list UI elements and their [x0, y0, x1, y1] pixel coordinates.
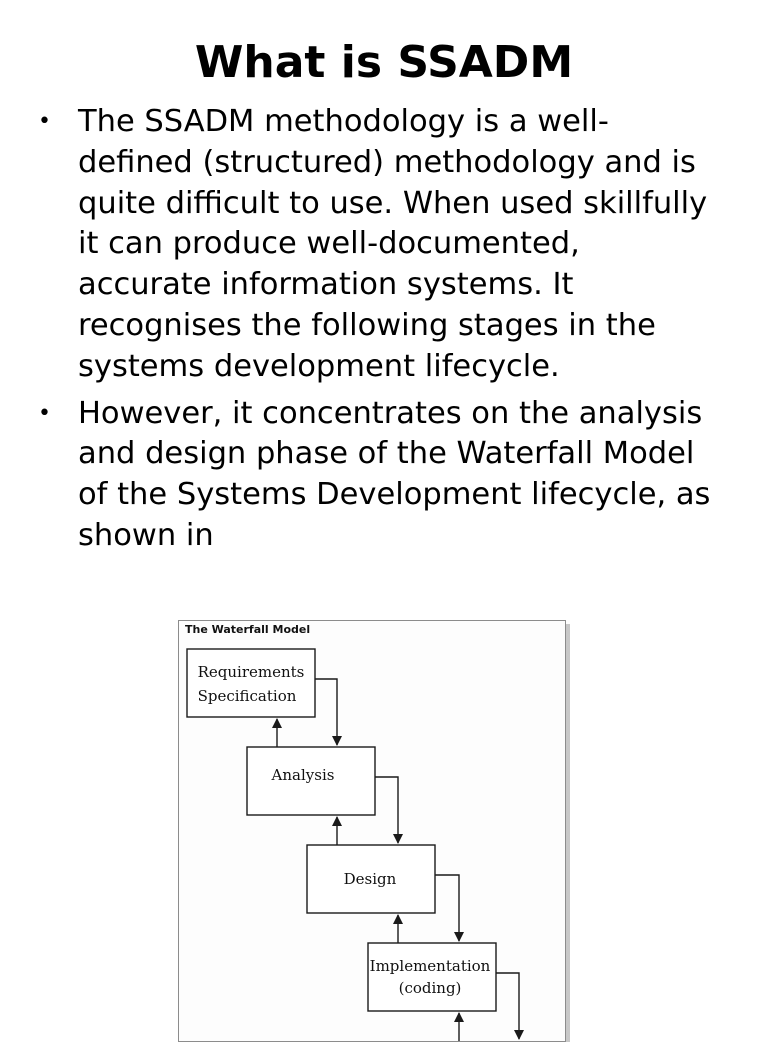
- flow-arrow-requirements-to-analysis: [315, 679, 337, 745]
- bullet-dot-icon: •: [38, 400, 51, 426]
- stage-label-requirements: Requirements: [197, 663, 305, 681]
- waterfall-diagram: [179, 621, 565, 1041]
- stage-label-analysis: Analysis: [271, 766, 335, 784]
- stage-label-design: Design: [343, 870, 397, 888]
- bullet-text-focus: However, it concentrates on the analysis and design phase of the Waterfall Model of the Systems Development lifecycle, as shown in: [78, 395, 711, 553]
- slide-title: What is SSADM: [194, 37, 574, 88]
- bullet-dot-icon: •: [38, 109, 51, 134]
- flow-arrow-analysis-to-design: [375, 777, 398, 843]
- stage-label-implementation: Implementation: [369, 957, 491, 975]
- stage-box-requirements: [187, 649, 315, 717]
- flow-arrow-design-to-implementation: [435, 875, 459, 941]
- bullet-item-focus: [36, 394, 716, 557]
- bullet-text-methodology: The SSADM methodology is a well-defined (structured) methodology and is quite difficult to use. When used skillfully it can produce well-documented, accurate information systems. It recognises the following stages in the systems development lifecycle.: [78, 104, 708, 384]
- flow-arrow-implementation-down: [496, 973, 519, 1039]
- bullet-item-methodology: [36, 102, 716, 388]
- stage-label-coding: (coding): [398, 979, 462, 997]
- stage-label-specification: Specification: [197, 687, 297, 705]
- slide-body: [36, 102, 716, 576]
- figure-title: The Waterfall Model: [185, 623, 311, 636]
- stage-box-implementation: [368, 943, 496, 1011]
- waterfall-model-figure: [178, 620, 566, 1042]
- bullet-list: [36, 102, 716, 557]
